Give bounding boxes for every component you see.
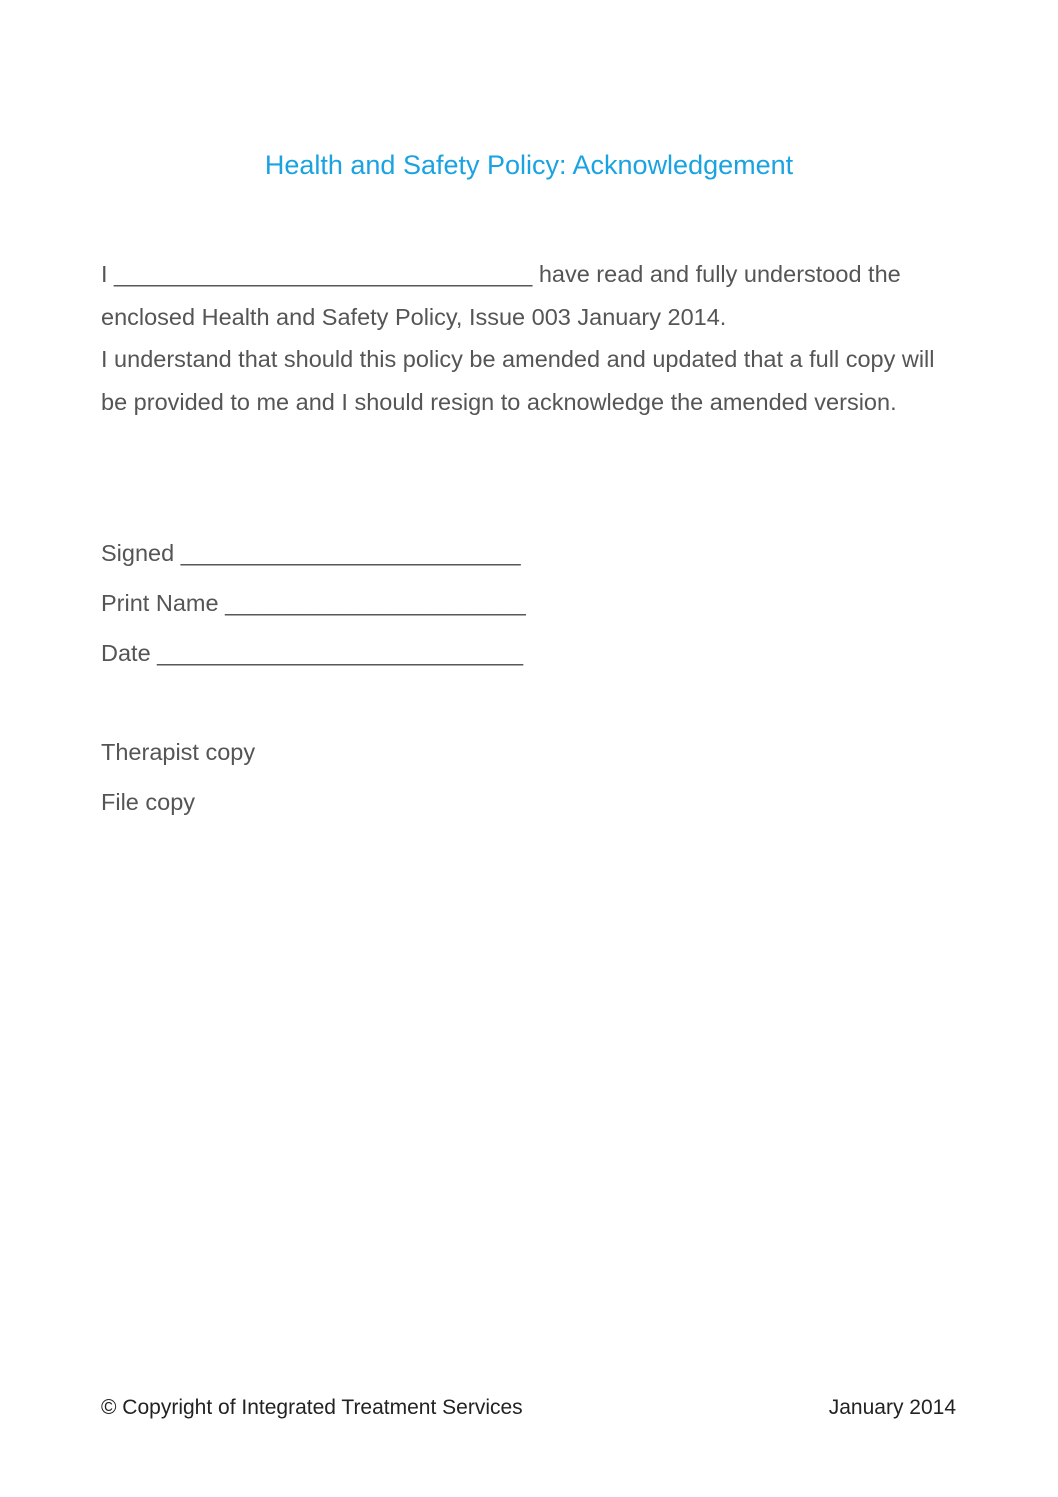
copy-designations [101, 731, 255, 831]
page-title: Health and Safety Policy: Acknowledgement [264, 150, 794, 180]
print-name-field: Print Name _______________________ [101, 590, 526, 616]
signature-block [101, 532, 526, 682]
acknowledgement-paragraph-2: I understand that should this policy be amended and updated that a full copy will be provided to me and I should resign to acknowledge the amended version. [101, 346, 935, 415]
file-copy-label: File copy [101, 789, 196, 815]
date-field: Date ____________________________ [101, 640, 524, 666]
therapist-copy-label: Therapist copy [101, 739, 256, 765]
acknowledgement-paragraph-1: I ________________________________ have read and fully understood the enclosed Health and Safety Policy, Issue 003 January 2014. [101, 261, 901, 330]
acknowledgement-body [101, 253, 961, 423]
footer-date: January 2014 [828, 1396, 956, 1419]
signed-field: Signed __________________________ [101, 540, 521, 566]
page-footer [101, 1396, 956, 1420]
footer-copyright: © Copyright of Integrated Treatment Services [101, 1396, 523, 1419]
